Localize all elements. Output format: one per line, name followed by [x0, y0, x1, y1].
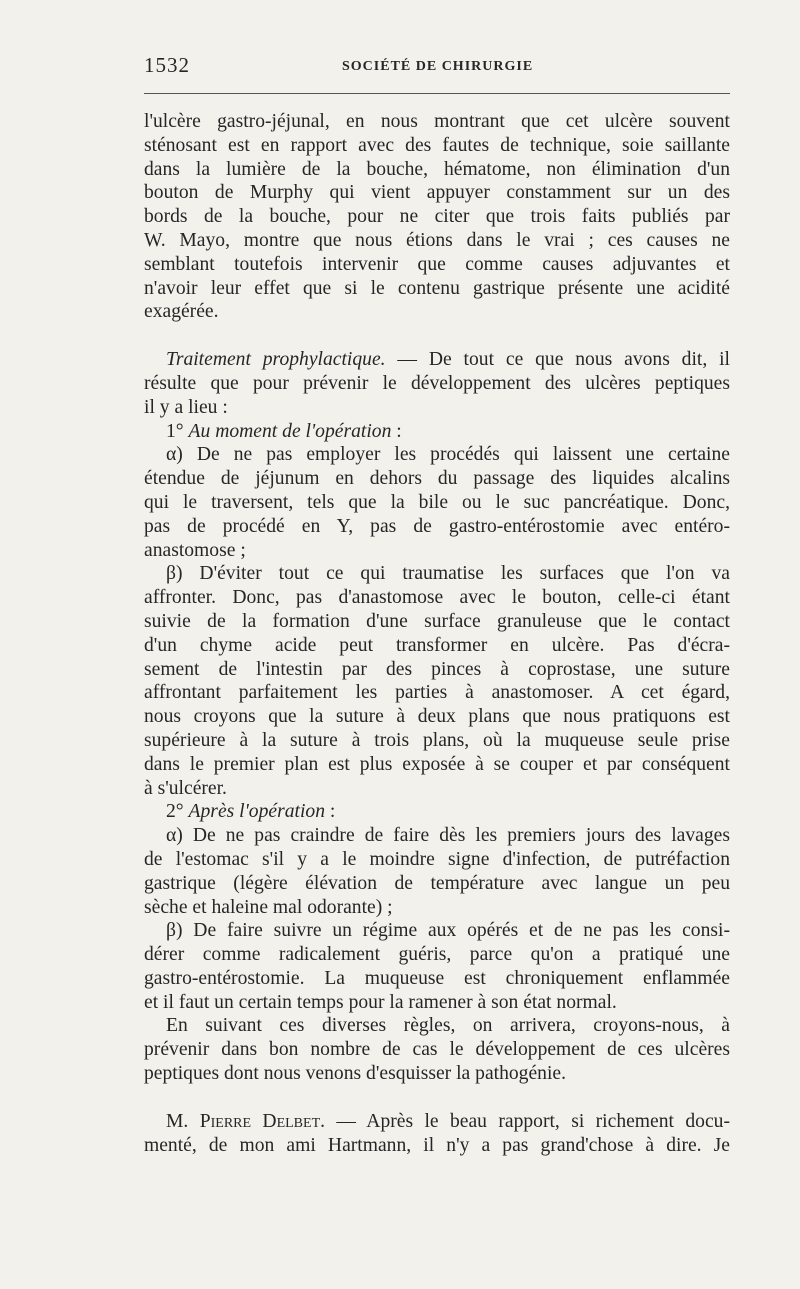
- text-line: bouton de Murphy qui vient appuyer constamment sur un des: [144, 182, 730, 204]
- text-line: de l'estomac s'il y a le moindre signe d'infection, de putréfaction: [144, 848, 730, 870]
- text-line: l'ulcère gastro-jéjunal, en nous montrant que cet ulcère souvent: [144, 111, 730, 132]
- text-line: prévenir dans bon nombre de cas le développement de ces ulcères: [144, 1039, 730, 1061]
- page-header: [144, 53, 730, 83]
- text-line: α) De ne pas employer les procédés qui laissent une certaine: [166, 444, 730, 466]
- text-line: à s'ulcérer.: [144, 777, 227, 799]
- text-line: supérieure à la suture à trois plans, où la muqueuse seule prise: [144, 729, 730, 751]
- section-heading: Traitement prophylactique.: [166, 349, 386, 371]
- text-line: semblant toutefois intervenir que comme causes adjuvantes et: [144, 253, 730, 275]
- text-line: dérer comme radicalement guéris, parce qu'on a pratiqué une: [144, 944, 730, 966]
- text-span: . — Après le beau rapport, si richement docu-: [320, 1110, 730, 1132]
- text-line: menté, de mon ami Hartmann, il n'y a pas grand'chose à dire. Je: [144, 1134, 730, 1156]
- text-line: bords de la bouche, pour ne citer que trois faits publiés par: [144, 206, 730, 228]
- text-line: gastro-entérostomie. La muqueuse est chroniquement enflammée: [144, 967, 730, 989]
- text-line: dans le premier plan est plus exposée à se couper et par conséquent: [144, 753, 730, 775]
- text-line: étendue de jéjunum en dehors du passage des liquides alcalins: [144, 468, 730, 490]
- paragraph-gap: [144, 1086, 730, 1110]
- text-line: gastrique (légère élévation de température avec langue un peu: [144, 872, 730, 894]
- text-line: affronter. Donc, pas d'anastomose avec le bouton, celle-ci étant: [144, 587, 730, 609]
- list-heading-text: Au moment de l'opération: [188, 420, 392, 442]
- page-number: 1532: [144, 53, 190, 77]
- text-line: pas de procédé en Y, pas de gastro-entérostomie avec entéro-: [144, 515, 730, 537]
- text-line: β) De faire suivre un régime aux opérés et de ne pas les consi-: [166, 920, 730, 942]
- text-line: affrontant parfaitement les parties à anastomoser. A cet égard,: [144, 682, 730, 704]
- text-line: α) De ne pas craindre de faire dès les premiers jours des lavages: [166, 825, 730, 847]
- list-heading-colon: :: [325, 801, 336, 823]
- speaker-name: Pierre Delbet: [199, 1110, 321, 1132]
- text-line: exagérée.: [144, 301, 219, 323]
- speaker-prefix: M.: [166, 1110, 200, 1132]
- text-line: suivie de la formation d'une surface granuleuse que le contact: [144, 610, 730, 632]
- text-line: il y a lieu :: [144, 396, 228, 418]
- list-heading-1: [144, 420, 730, 444]
- text-line: En suivant ces diverses règles, on arrivera, croyons-nous, à: [166, 1015, 730, 1037]
- list-heading-text: Après l'opération: [188, 801, 325, 823]
- text-line: anastomose ;: [144, 539, 246, 561]
- text-line: nous croyons que la suture à deux plans que nous pratiquons est: [144, 706, 730, 728]
- paragraph-gap: [144, 324, 730, 348]
- list-heading-2: [144, 800, 730, 824]
- running-title: SOCIÉTÉ DE CHIRURGIE: [342, 59, 534, 74]
- list-number: 1°: [166, 420, 184, 442]
- text-line: sténosant est en rapport avec des fautes de technique, soie saillante: [144, 134, 730, 156]
- text-line: qui le traversent, tels que la bile ou le suc pancréatique. Donc,: [144, 491, 730, 513]
- header-rule: [144, 93, 730, 94]
- text-line: dans la lumière de la bouche, hématome, non élimination d'un: [144, 158, 730, 180]
- list-heading-colon: :: [391, 420, 402, 442]
- text-line: sement de l'intestin par des pinces à coprostase, une suture: [144, 658, 730, 680]
- text-line: d'un chyme acide peut transformer en ulcère. Pas d'écra-: [144, 634, 730, 656]
- text-line: sèche et haleine mal odorante) ;: [144, 896, 393, 918]
- text-line: β) D'éviter tout ce qui traumatise les surfaces que l'on va: [166, 563, 730, 585]
- text-line: et il faut un certain temps pour la ramener à son état normal.: [144, 991, 617, 1013]
- text-line: n'avoir leur effet que si le contenu gastrique présente une acidité: [144, 277, 730, 299]
- speaker-line: [144, 1110, 730, 1134]
- text-line: W. Mayo, montre que nous étions dans le vrai ; ces causes ne: [144, 229, 730, 251]
- list-number: 2°: [166, 801, 184, 823]
- section-heading-line: [144, 348, 730, 372]
- text-span: — De tout ce que nous avons dit, il: [385, 349, 731, 371]
- body-text: [144, 110, 730, 1157]
- text-line: peptiques dont nous venons d'esquisser la pathogénie.: [144, 1063, 567, 1085]
- text-line: résulte que pour prévenir le développement des ulcères peptiques: [144, 372, 730, 394]
